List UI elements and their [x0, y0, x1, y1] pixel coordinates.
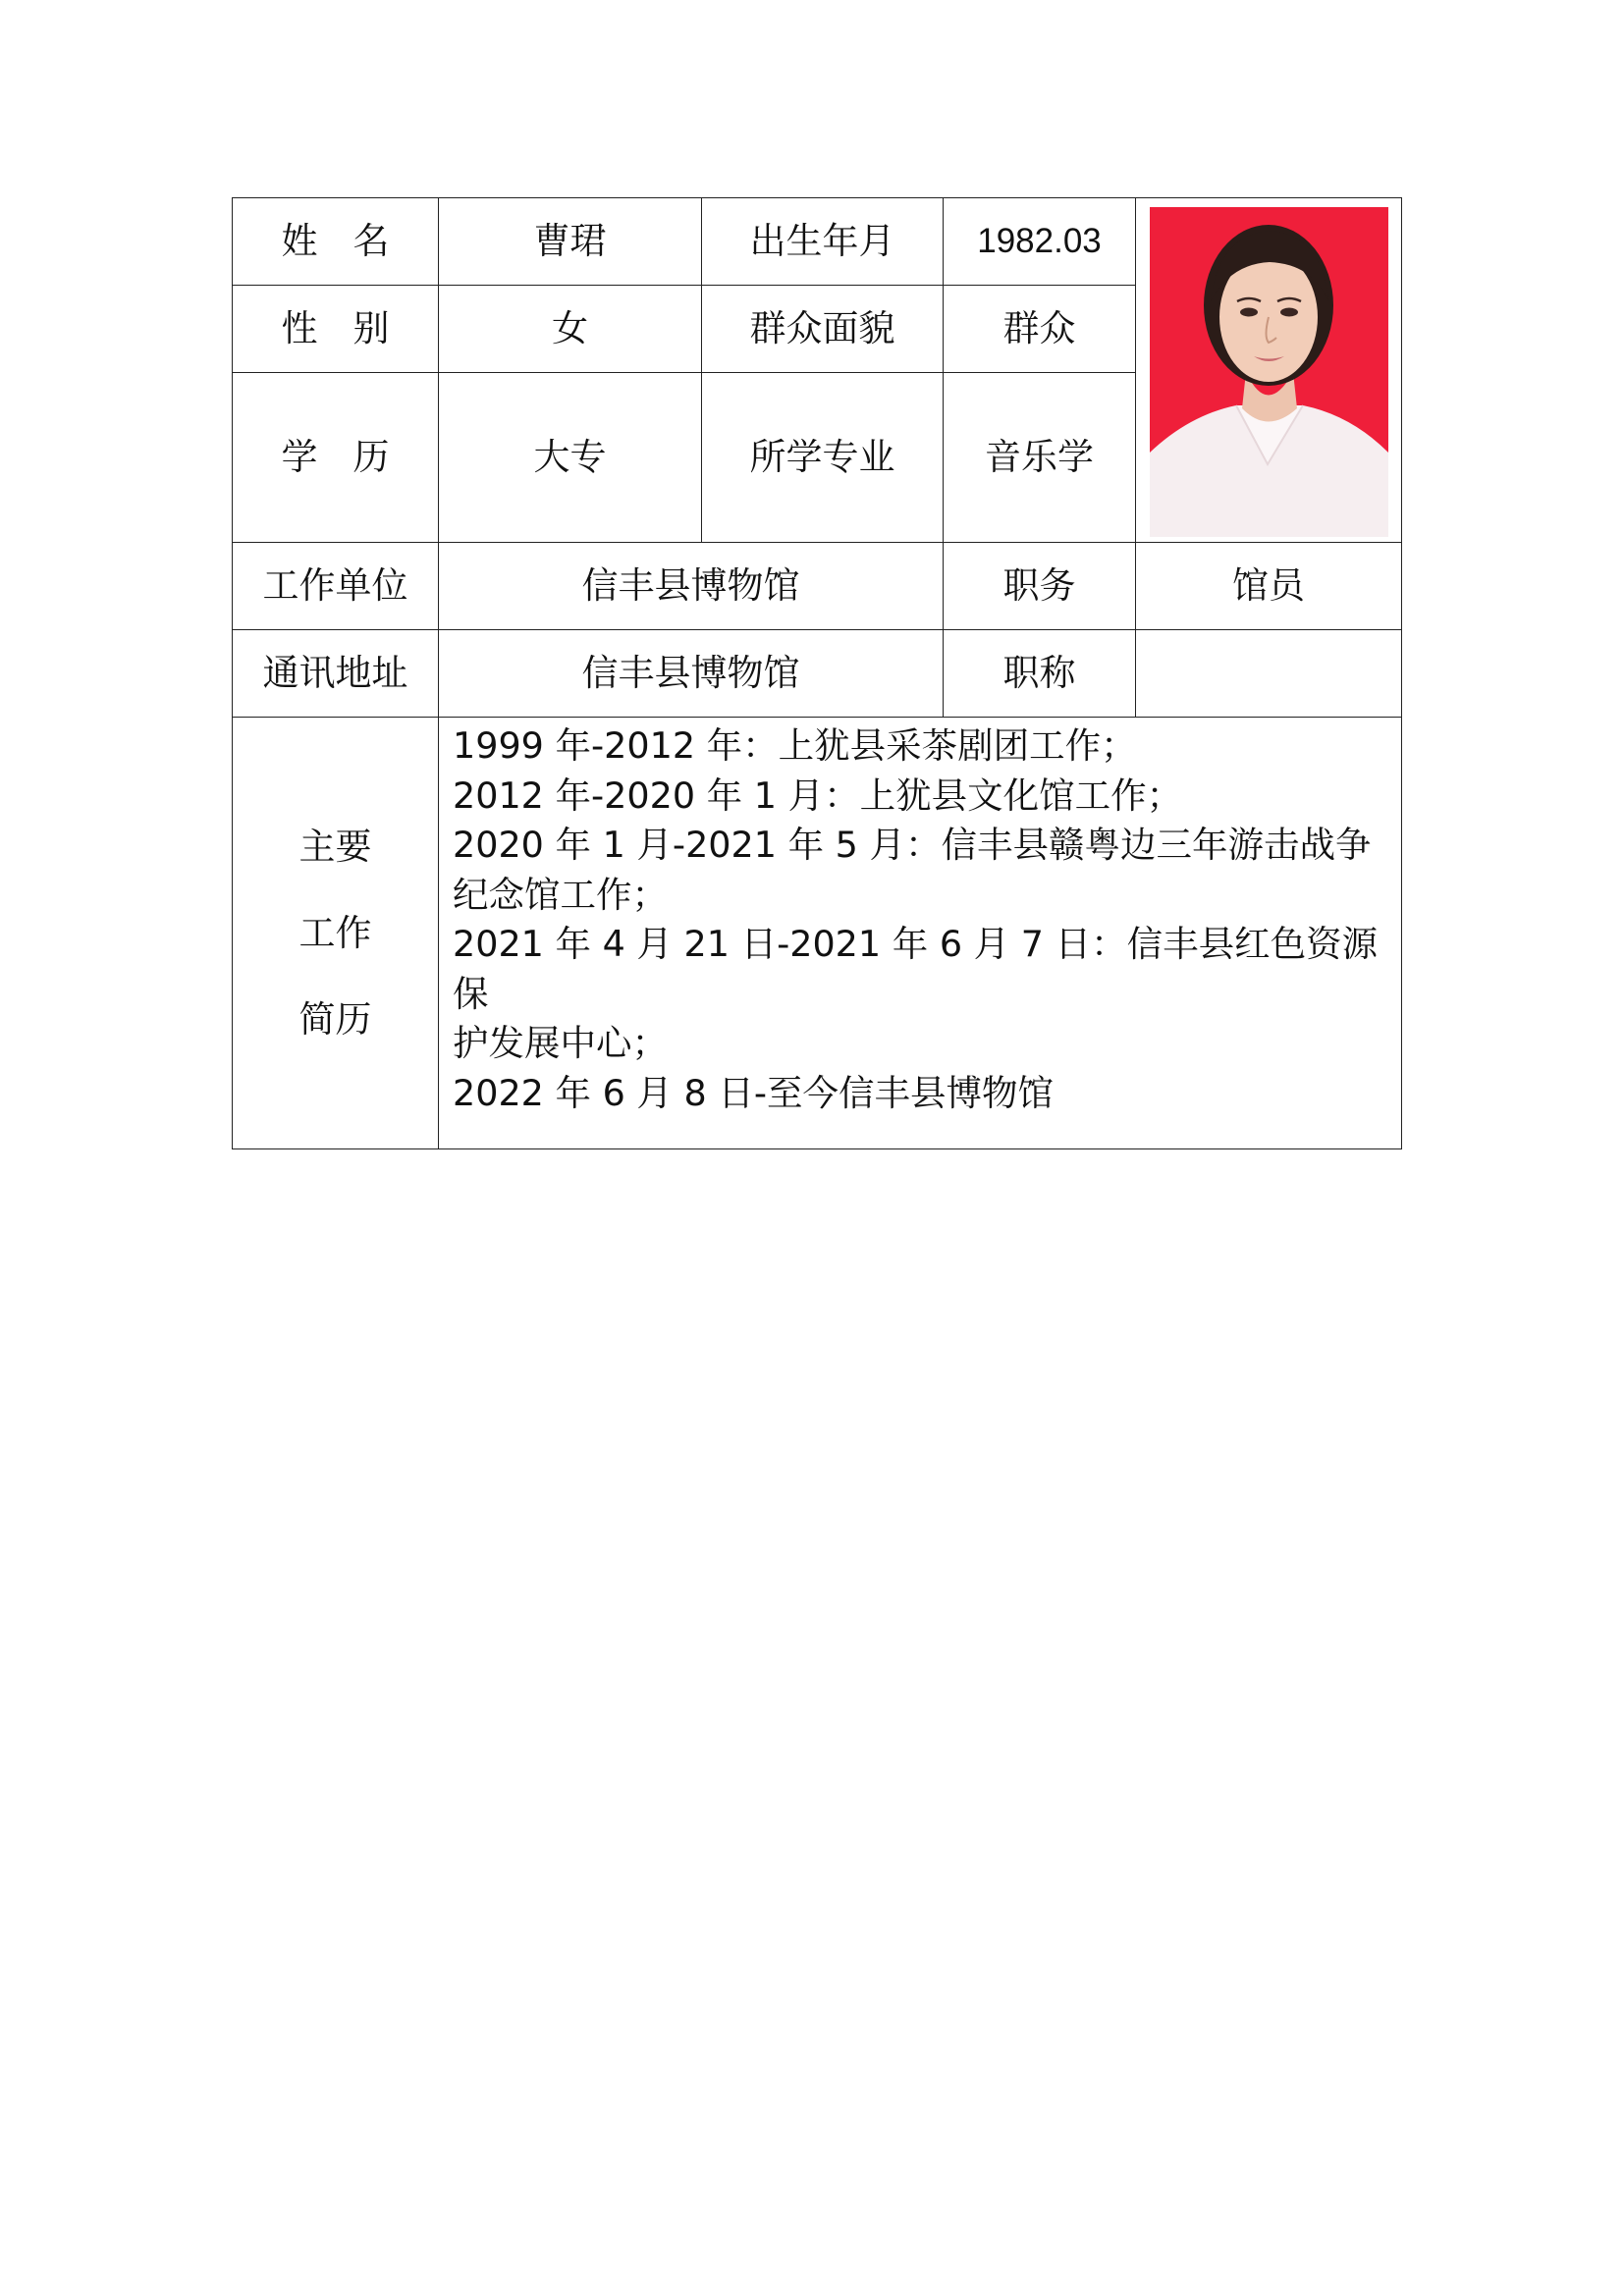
portrait-illustration: [1150, 207, 1388, 537]
resume-line: 纪念馆工作；: [453, 873, 668, 916]
title-value: [1136, 630, 1402, 718]
photo-cell: [1136, 198, 1402, 543]
row-resume: [233, 718, 1402, 1149]
resume-line: 2012 年-2020 年 1 月：上犹县文化馆工作；: [453, 774, 1183, 817]
resume-label: [233, 718, 439, 1149]
row-address: [233, 630, 1402, 718]
name-value: 曹珺: [439, 198, 702, 286]
position-label: 职务: [944, 543, 1136, 630]
resume-line: 2022 年 6 月 8 日-至今信丰县博物馆: [453, 1071, 1055, 1114]
resume-label-line-1: 主要: [298, 825, 372, 868]
resume-line: 护发展中心；: [453, 1022, 668, 1064]
resume-line: 2020 年 1 月-2021 年 5 月：信丰县赣粤边三年游击战争: [453, 824, 1372, 866]
resume-line: 2021 年 4 月 21 日-2021 年 6 月 7 日：信丰县红色资源保: [453, 923, 1379, 1015]
row-name: [233, 198, 1402, 286]
address-label: 通讯地址: [233, 630, 439, 718]
political-label: 群众面貌: [702, 286, 944, 373]
education-value: 大专: [439, 373, 702, 543]
profile-table: [232, 197, 1402, 1149]
row-workplace: [233, 543, 1402, 630]
resume-content: [439, 718, 1402, 1149]
political-value: 群众: [944, 286, 1136, 373]
position-value: 馆员: [1136, 543, 1402, 630]
resume-label-line-2: 工作: [298, 911, 372, 954]
resume-line: 1999 年-2012 年：上犹县采茶剧团工作；: [453, 724, 1137, 767]
workplace-value: 信丰县博物馆: [439, 543, 944, 630]
name-label: 姓 名: [233, 198, 439, 286]
major-value: 音乐学: [944, 373, 1136, 543]
gender-label: 性 别: [233, 286, 439, 373]
major-label: 所学专业: [702, 373, 944, 543]
address-value: 信丰县博物馆: [439, 630, 944, 718]
resume-label-line-3: 简历: [298, 997, 372, 1041]
workplace-label: 工作单位: [233, 543, 439, 630]
title-label: 职称: [944, 630, 1136, 718]
birth-value: 1982.03: [944, 198, 1136, 286]
gender-value: 女: [439, 286, 702, 373]
portrait-photo: [1150, 207, 1388, 537]
birth-label: 出生年月: [702, 198, 944, 286]
education-label: 学 历: [233, 373, 439, 543]
